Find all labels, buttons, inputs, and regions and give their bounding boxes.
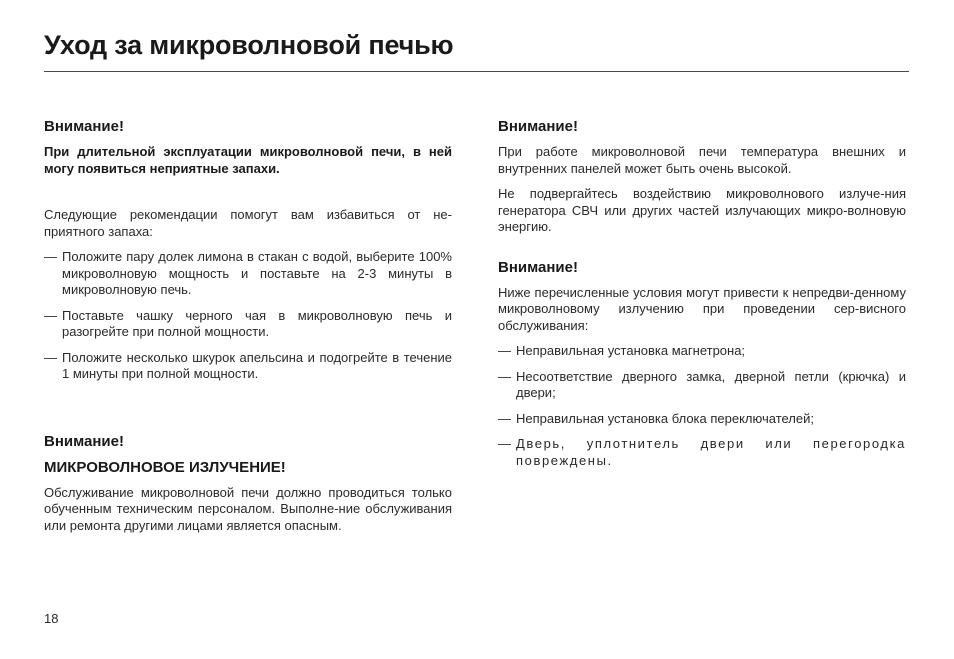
temperature-warning-section bbox=[498, 118, 906, 236]
list-item: — Положите несколько шкурок апельсина и подогрейте в течение 1 минуты при полной мощности. bbox=[44, 350, 452, 383]
warning-heading: Внимание! bbox=[44, 432, 124, 450]
warning-heading: Внимание! bbox=[44, 118, 124, 135]
radiation-warning-text: Обслуживание микроволновой печи должно проводиться только обученным техническим персоналом. Выполне-ние обслуживания или ремонта другими лицами является опасным. bbox=[44, 484, 452, 533]
list-item: — Положите пару долек лимона в стакан с водой, выберите 100% микроволновую мощность и поставьте на 2-3 минуты в микроволновую печь. bbox=[44, 249, 452, 299]
page-number: 18 bbox=[44, 611, 59, 626]
list-item: — Несоответствие дверного замка, дверной петли (крючка) и двери; bbox=[498, 369, 906, 402]
recommendations-list bbox=[44, 249, 452, 383]
list-item: — Дверь, уплотнитель двери или перегородка повреждены. bbox=[498, 436, 906, 469]
recommendations-section bbox=[44, 207, 452, 383]
conditions-list bbox=[498, 343, 906, 469]
warning-paragraph: При работе микроволновой печи температура внешних и внутренних панелей может быть очень высокой. bbox=[498, 144, 906, 176]
radiation-subheading: МИКРОВОЛНОВОЕ ИЗЛУЧЕНИЕ! bbox=[44, 458, 286, 476]
left-column bbox=[44, 118, 452, 543]
warning-heading: Внимание! bbox=[498, 258, 578, 276]
service-warning-intro: Ниже перечисленные условия могут привести к непредви-денному микроволновому излучению при проведении сер-висного обслуживания: bbox=[498, 284, 906, 333]
list-item: — Поставьте чашку черного чая в микроволновую печь и разогрейте при полной мощности. bbox=[44, 308, 452, 341]
page-title: Уход за микроволновой печью bbox=[44, 30, 454, 60]
warning-heading: Внимание! bbox=[498, 118, 578, 135]
list-item: — Неправильная установка блока переключателей; bbox=[498, 411, 906, 428]
odor-warning-text: При длительной эксплуатации микроволновой печи, в ней могу появиться неприятные запахи. bbox=[44, 144, 452, 176]
right-column bbox=[498, 118, 906, 478]
title-divider bbox=[44, 71, 909, 72]
recommendations-intro: Следующие рекомендации помогут вам избавиться от не-приятного запаха: bbox=[44, 207, 452, 239]
radiation-warning-section bbox=[44, 433, 452, 535]
list-item: — Неправильная установка магнетрона; bbox=[498, 343, 906, 360]
service-warning-section bbox=[498, 259, 906, 470]
odor-warning-section bbox=[44, 118, 452, 177]
warning-paragraph: Не подвергайтесь воздействию микроволнового излуче-ния генератора СВЧ или других частей излучающих микро-волновую энергию. bbox=[498, 186, 906, 234]
